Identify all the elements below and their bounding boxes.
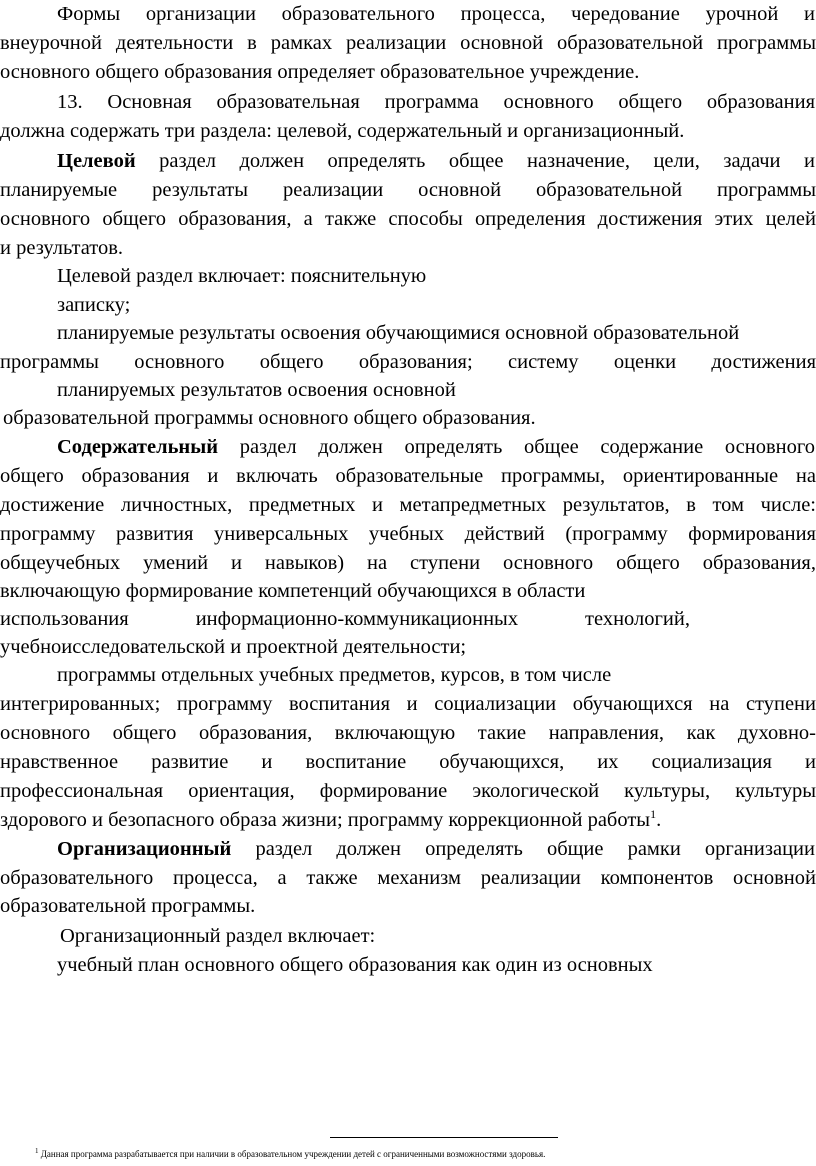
text-line-29-body: здорового и безопасного образа жизни; программу коррекционной работы xyxy=(0,809,651,831)
text-line-30-rest: раздел должен определять общие рамки организации xyxy=(231,838,815,860)
text-line-28: профессиональная ориентация, формирование экологической культуры, культуры xyxy=(0,780,816,802)
footnote-text: Данная программа разрабатывается при наличии в образовательном учреждении детей с ограниченными возможностями здоровья. xyxy=(40,1149,546,1159)
text-line-19: программу развития универсальных учебных действий (программу формирования xyxy=(0,523,816,545)
text-line-15: образовательной программы основного общего образования. xyxy=(3,407,536,429)
text-line-24: программы отдельных учебных предметов, курсов, в том числе xyxy=(57,664,612,686)
bold-term-content: Содержательный xyxy=(57,436,219,458)
text-line-26: основного общего образования, включающую такие направления, как духовно- xyxy=(0,722,816,744)
footnote-separator xyxy=(330,1137,558,1138)
text-line-12: планируемые результаты освоения обучающимися основной образовательной xyxy=(57,322,740,344)
text-line-17: общего образования и включать образовательные программы, ориентированные на xyxy=(0,465,816,487)
text-line-6 xyxy=(57,147,815,175)
text-line-1: Формы организации образовательного процесса, чередование урочной и xyxy=(57,3,815,25)
text-line-16 xyxy=(57,433,815,461)
text-line-9: и результатов. xyxy=(0,237,124,259)
text-line-16-rest: раздел должен определять общее содержание основного xyxy=(218,436,815,458)
text-line-4: 13. Основная образовательная программа основного общего образования xyxy=(57,91,815,113)
text-line-6-rest: раздел должен определять общее назначение, цели, задачи и xyxy=(135,150,815,172)
text-line-29 xyxy=(0,806,816,834)
text-line-30 xyxy=(57,835,815,863)
text-line-25: интегрированных; программу воспитания и социализации обучающихся на ступени xyxy=(0,693,816,715)
bold-term-target: Целевой xyxy=(57,150,136,172)
footnote xyxy=(35,1148,815,1160)
text-line-18: достижение личностных, предметных и метапредметных результатов, в том числе: xyxy=(0,494,816,516)
text-line-31: образовательного процесса, а также механизм реализации компонентов основной xyxy=(0,867,816,889)
text-line-20: общеучебных умений и навыков) на ступени основного общего образования, xyxy=(0,552,816,574)
text-line-13: программы основного общего образования; систему оценки достижения xyxy=(0,351,816,373)
footnote-reference[interactable]: 1 xyxy=(650,807,657,822)
text-line-5: должна содержать три раздела: целевой, содержательный и организационный. xyxy=(0,120,685,142)
text-line-8: основного общего образования, а также способы определения достижения этих целей xyxy=(0,208,816,230)
text-line-33: Организационный раздел включает: xyxy=(60,925,376,947)
text-line-2: внеурочной деятельности в рамках реализации основной образовательной программы xyxy=(0,32,816,54)
text-line-14: планируемых результатов освоения основной xyxy=(57,379,456,401)
text-line-34: учебный план основного общего образования как один из основных xyxy=(57,954,653,976)
footnote-marker: 1 xyxy=(35,1147,39,1155)
text-line-22: использования информационно-коммуникационных технологий, xyxy=(0,608,690,630)
text-line-27: нравственное развитие и воспитание обучающихся, их социализация и xyxy=(0,751,816,773)
text-line-32: образовательной программы. xyxy=(0,895,256,917)
text-line-3: основного общего образования определяет образовательное учреждение. xyxy=(0,61,640,83)
text-line-11: записку; xyxy=(57,294,131,316)
text-line-7: планируемые результаты реализации основной образовательной программы xyxy=(0,179,816,201)
text-line-10: Целевой раздел включает: пояснительную xyxy=(57,265,427,287)
text-line-23: учебноисследовательской и проектной деятельности; xyxy=(0,636,467,658)
bold-term-organizational: Организационный xyxy=(57,838,232,860)
text-line-21: включающую формирование компетенций обучающихся в области xyxy=(0,580,586,602)
text-line-29-end: . xyxy=(656,809,662,831)
